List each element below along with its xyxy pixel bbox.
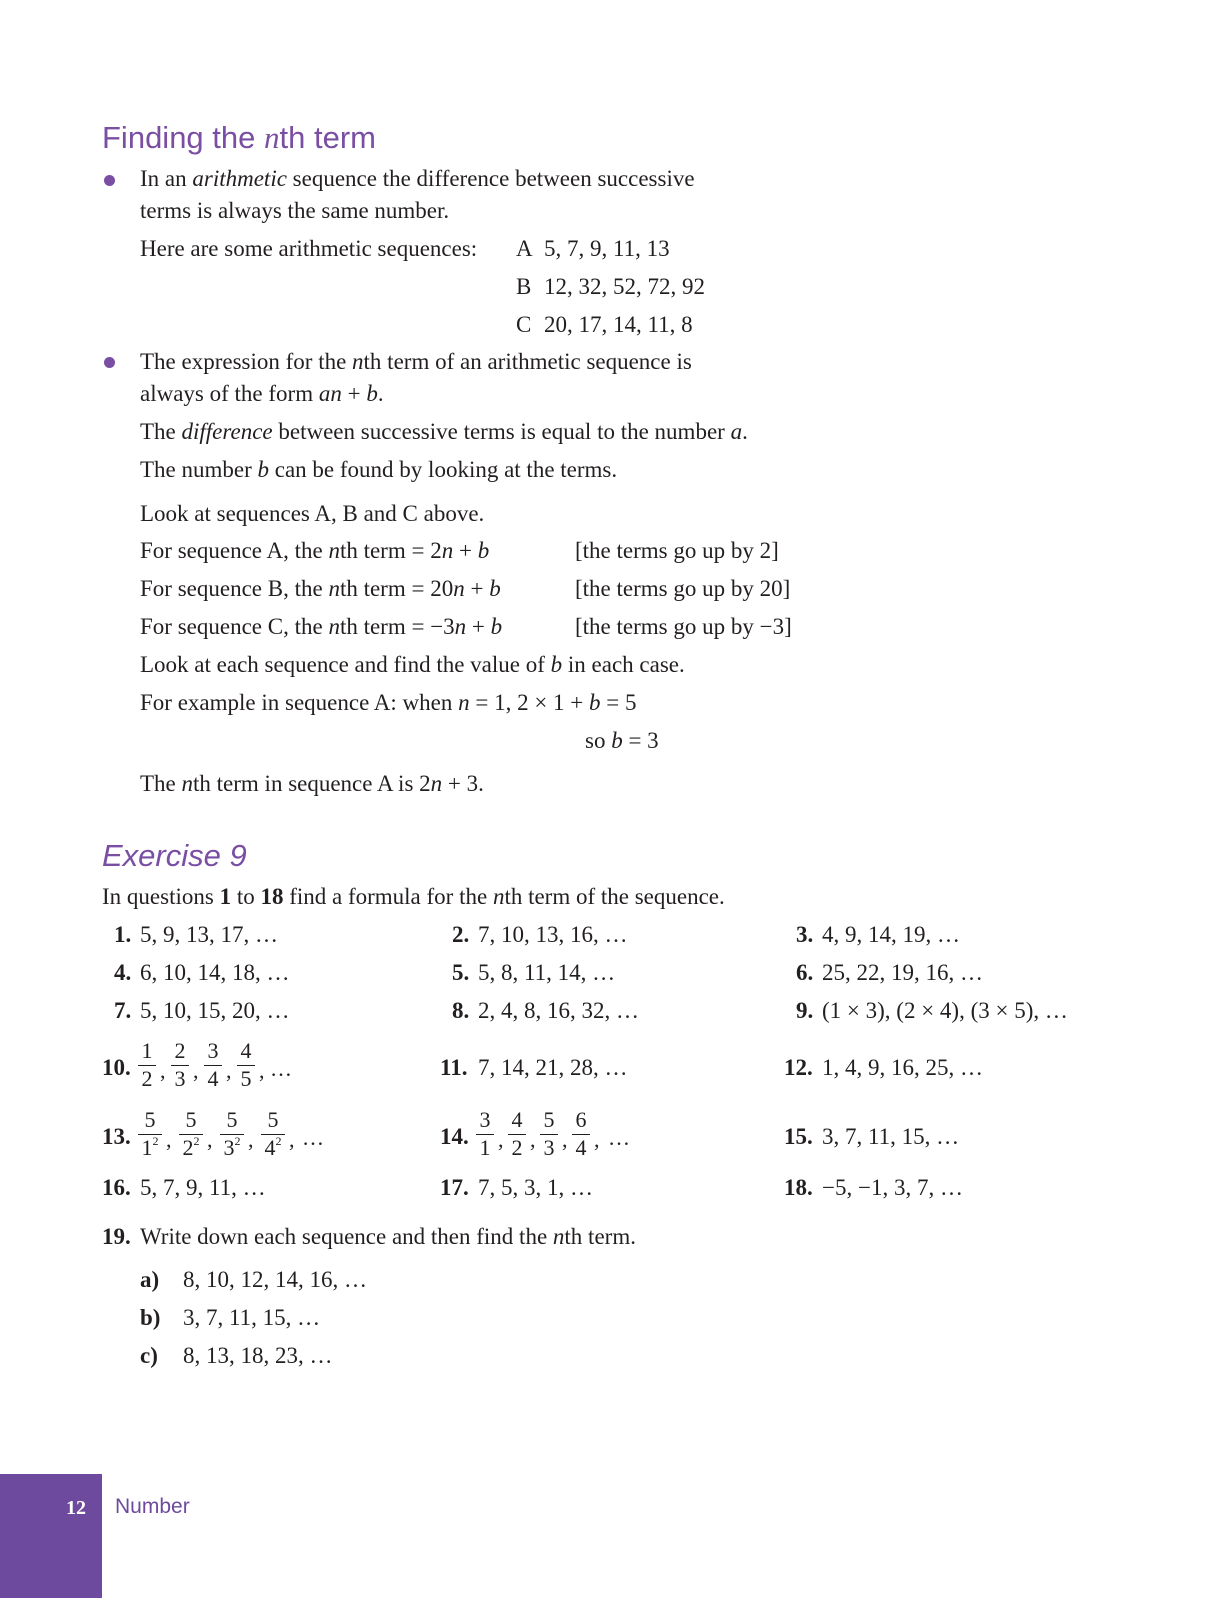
fraction: 4 2 (508, 1109, 526, 1159)
comma: , (193, 1058, 199, 1083)
question-number: 17. (440, 1175, 469, 1200)
comma: , (530, 1127, 536, 1152)
question-number: 19. (102, 1224, 131, 1249)
example-result: so b = 3 (585, 728, 659, 753)
sequence-label: B (516, 274, 532, 299)
sequence-values: 5, 7, 9, 11, 13 (544, 236, 670, 261)
sequence-values: 20, 17, 14, 11, 8 (544, 312, 693, 337)
part-label: a) (140, 1267, 160, 1292)
paragraph: In an arithmetic sequence the difference between successive (140, 166, 695, 191)
question-number: 8. (452, 998, 470, 1023)
paragraph: The nth term in sequence A is 2n + 3. (140, 771, 484, 796)
paragraph: The number b can be found by looking at the terms. (140, 457, 618, 482)
paragraph: Look at each sequence and find the value of b in each case. (140, 652, 685, 677)
fraction: 5 3 (540, 1109, 558, 1159)
question-text: 2, 4, 8, 16, 32, … (478, 998, 639, 1023)
comma: , (166, 1127, 172, 1152)
part-label: c) (140, 1343, 158, 1368)
sequence-c-note: [the terms go up by −3] (575, 614, 792, 639)
sequence-b-formula: For sequence B, the nth term = 20n + b (140, 576, 501, 601)
fraction: 3 1 (476, 1109, 494, 1159)
question-number: 16. (102, 1175, 131, 1200)
question-number: 3. (796, 922, 814, 947)
question-text: 7, 14, 21, 28, … (478, 1055, 628, 1080)
comma: , (562, 1127, 568, 1152)
question-text: 6, 10, 14, 18, … (140, 960, 290, 985)
page-number: 12 (66, 1497, 86, 1519)
comma: , (207, 1127, 213, 1152)
fraction: 5 $4^2$ (261, 1109, 285, 1159)
question-number: 10. (102, 1055, 131, 1080)
sequence-c-formula: For sequence C, the nth term = −3n + b (140, 614, 503, 639)
paragraph: The expression for the nth term of an arithmetic sequence is (140, 349, 692, 374)
question-text: −5, −1, 3, 7, … (822, 1175, 963, 1200)
comma: , (259, 1058, 265, 1083)
part-text: 3, 7, 11, 15, … (183, 1305, 321, 1330)
question-number: 12. (784, 1055, 813, 1080)
comma: , (594, 1127, 600, 1152)
exercise-intro: In questions 1 to 18 find a formula for the nth term of the sequence. (102, 884, 725, 909)
comma: , (498, 1127, 504, 1152)
section-title: Finding the nth term (102, 120, 376, 155)
question-text: (1 × 3), (2 × 4), (3 × 5), … (822, 998, 1068, 1023)
fraction: 3 4 (204, 1040, 222, 1090)
question-number: 4. (114, 960, 132, 985)
comma: , (160, 1058, 166, 1083)
fraction: 5 $3^2$ (220, 1109, 244, 1159)
paragraph: The difference between successive terms is equal to the number a. (140, 419, 748, 444)
question-number: 11. (440, 1055, 468, 1080)
question-text: 5, 10, 15, 20, … (140, 998, 290, 1023)
question-number: 18. (784, 1175, 813, 1200)
sequence-label: A (516, 236, 533, 261)
question-number: 7. (114, 998, 132, 1023)
exercise-title: Exercise 9 (102, 838, 247, 873)
question-number: 15. (784, 1124, 813, 1149)
comma: , (226, 1058, 232, 1083)
fraction: 2 3 (171, 1040, 189, 1090)
question-number: 1. (114, 922, 132, 947)
question-text: 3, 7, 11, 15, … (822, 1124, 960, 1149)
part-label: b) (140, 1305, 161, 1330)
paragraph: always of the form an + b. (140, 381, 384, 406)
bullet-icon (104, 357, 115, 368)
question-text: 1, 4, 9, 16, 25, … (822, 1055, 983, 1080)
part-text: 8, 13, 18, 23, … (183, 1343, 333, 1368)
comma: , (248, 1127, 254, 1152)
question-number: 14. (440, 1124, 469, 1149)
ellipsis: … (270, 1056, 292, 1081)
question-text: 5, 8, 11, 14, … (478, 960, 616, 985)
fraction: 1 2 (138, 1040, 156, 1090)
sequence-a-formula: For sequence A, the nth term = 2n + b (140, 538, 490, 563)
question-text: 7, 5, 3, 1, … (478, 1175, 593, 1200)
fraction: 4 5 (237, 1040, 255, 1090)
question-text: 4, 9, 14, 19, … (822, 922, 960, 947)
sequence-values: 12, 32, 52, 72, 92 (544, 274, 705, 299)
paragraph: terms is always the same number. (140, 198, 450, 223)
fraction: 6 4 (572, 1109, 590, 1159)
ellipsis: … (608, 1125, 630, 1150)
fraction: 5 $1^2$ (138, 1109, 162, 1159)
question-text: Write down each sequence and then find the nth term. (140, 1224, 636, 1249)
question-number: 5. (452, 960, 470, 985)
sequence-label: C (516, 312, 532, 337)
question-number: 9. (796, 998, 814, 1023)
comma: , (289, 1127, 295, 1152)
question-text: 5, 9, 13, 17, … (140, 922, 278, 947)
question-text: 5, 7, 9, 11, … (140, 1175, 266, 1200)
bullet-icon (104, 175, 115, 186)
paragraph: Here are some arithmetic sequences: (140, 236, 478, 261)
paragraph: Look at sequences A, B and C above. (140, 501, 485, 526)
sequence-a-note: [the terms go up by 2] (575, 538, 779, 563)
part-text: 8, 10, 12, 14, 16, … (183, 1267, 367, 1292)
question-text: 7, 10, 13, 16, … (478, 922, 628, 947)
question-number: 13. (102, 1124, 131, 1149)
fraction: 5 $2^2$ (179, 1109, 203, 1159)
question-text: 25, 22, 19, 16, … (822, 960, 983, 985)
question-number: 6. (796, 960, 814, 985)
footer-band (0, 1474, 102, 1598)
chapter-name: Number (115, 1495, 190, 1518)
ellipsis: … (302, 1125, 324, 1150)
question-number: 2. (452, 922, 470, 947)
example-line: For example in sequence A: when n = 1, 2 × 1 + b = 5 (140, 690, 637, 715)
sequence-b-note: [the terms go up by 20] (575, 576, 791, 601)
